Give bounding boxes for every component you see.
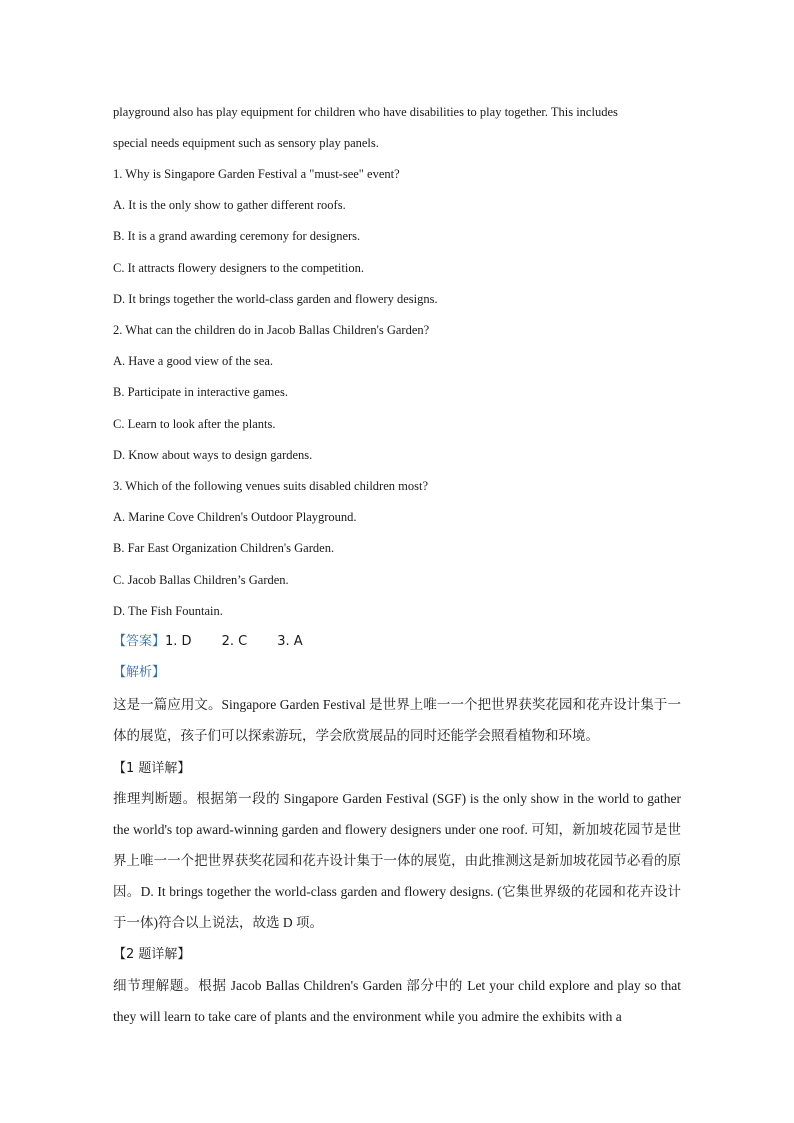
question-2-option-d: D. Know about ways to design gardens. (113, 448, 313, 462)
detail-2-label: 【2 题详解】 (113, 947, 191, 962)
question-3-stem: 3. Which of the following venues suits disabled children most? (113, 479, 428, 493)
question-1-option-b: B. It is a grand awarding ceremony for designers. (113, 229, 361, 243)
detail-1-label: 【1 题详解】 (113, 761, 191, 776)
analysis-text: 这是一篇应用文。Singapore Garden Festival 是世界上唯一一个把世界获奖花园和花卉设计集于一体的展览，孩子们可以探索游玩，学会欣赏展品的同时还能学会照看植物和环境。 (113, 697, 681, 743)
detail-1-text: 推理判断题。根据第一段的 Singapore Garden Festival (SGF) is the only show in the world to gather the world's top award-winning garden and flowery designers under one roof. 可知，新加坡花园节是世界上唯一一个把世界获奖花园和花卉设计集于一体的展览，由此推测这是新加坡花园节必看的原因。D. It brings together the world-class garden and flowery designs. (它集世界级的花园和花卉设计于一体)符合以上说法，故选 D 项。 (113, 791, 681, 930)
question-2-option-a: A. Have a good view of the sea. (113, 354, 274, 368)
answer-3: 3. A (277, 634, 303, 649)
question-2-option-c: C. Learn to look after the plants. (113, 417, 276, 431)
question-1-option-a: A. It is the only show to gather different roofs. (113, 198, 346, 212)
detail-2-text: 细节理解题。根据 Jacob Ballas Children's Garden 部分中的 Let your child explore and play so that they will learn to take care of plants and the environment while you admire the exhibits with a (113, 978, 681, 1024)
answer-row (113, 633, 333, 651)
answer-1: 1. D (165, 634, 192, 649)
question-1-stem: 1. Why is Singapore Garden Festival a "must-see" event? (113, 167, 400, 181)
question-1-option-c: C. It attracts flowery designers to the competition. (113, 261, 364, 275)
answer-label: 【答案】 (113, 634, 166, 649)
question-3-option-d: D. The Fish Fountain. (113, 604, 223, 618)
question-3-option-c: C. Jacob Ballas Children’s Garden. (113, 573, 289, 587)
question-1-option-d: D. It brings together the world-class garden and flowery designs. (113, 292, 438, 306)
continuation-line-1: playground also has play equipment for children who have disabilities to play together. This includes (113, 105, 618, 119)
analysis-label: 【解析】 (113, 665, 166, 680)
question-3-option-a: A. Marine Cove Children's Outdoor Playground. (113, 510, 357, 524)
question-3-option-b: B. Far East Organization Children's Garden. (113, 541, 335, 555)
question-2-stem: 2. What can the children do in Jacob Ballas Children's Garden? (113, 323, 430, 337)
continuation-line-2: special needs equipment such as sensory play panels. (113, 136, 379, 150)
answer-2: 2. C (221, 634, 248, 649)
question-2-option-b: B. Participate in interactive games. (113, 385, 288, 399)
